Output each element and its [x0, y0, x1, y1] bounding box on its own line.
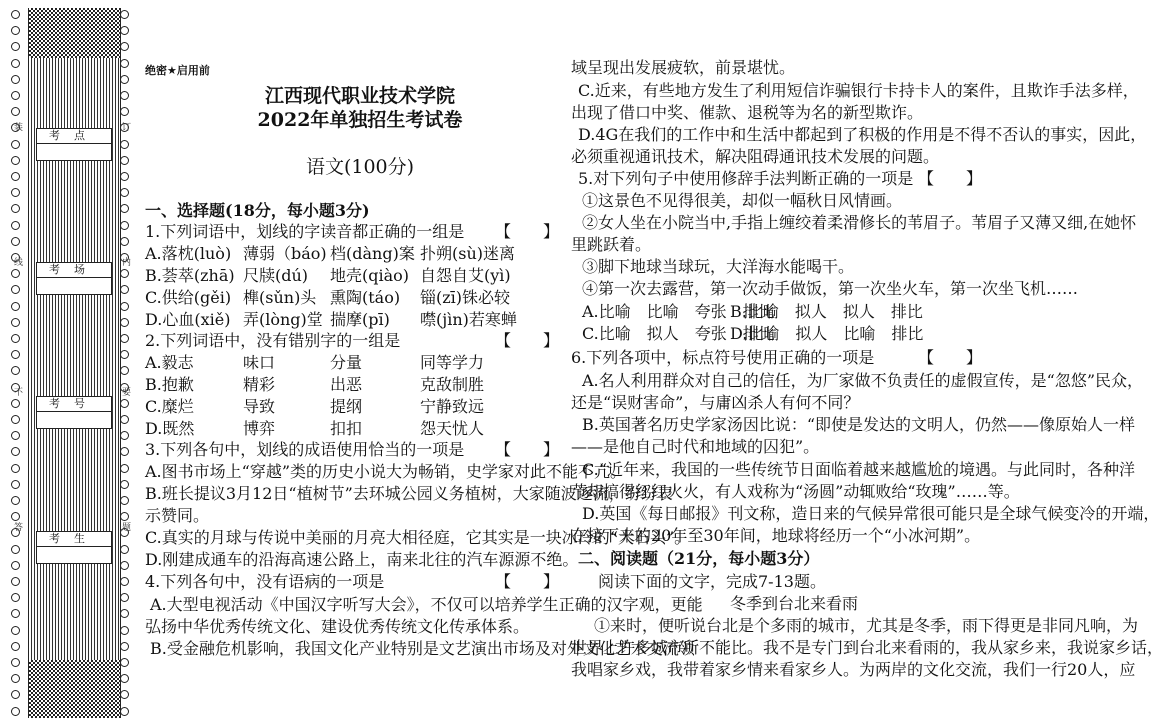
box-label: 考生	[37, 532, 111, 547]
exam-site-box[interactable]	[36, 128, 112, 161]
punch-hole	[11, 561, 20, 570]
option-cell: 锱(zī)铢必较	[420, 288, 511, 307]
punch-hole	[11, 204, 20, 213]
punch-hole	[120, 447, 129, 456]
punch-hole	[120, 350, 129, 359]
answer-bracket[interactable]: 【 】	[495, 331, 560, 350]
option-cell: 出恶	[330, 375, 363, 394]
punch-hole	[120, 674, 129, 683]
box-blank[interactable]	[37, 547, 111, 563]
option-cell: 揣摩(pī)	[330, 310, 390, 329]
confidential-mark: 绝密★启用前	[145, 64, 210, 77]
option-b[interactable]: B.比喻 拟人 拟人 排比	[730, 302, 923, 321]
option-line: 示赞同。	[145, 506, 210, 525]
punch-hole	[11, 221, 20, 230]
punch-hole	[120, 140, 129, 149]
punch-hole	[11, 366, 20, 375]
punch-hole	[120, 431, 129, 440]
option-line: ——是他自己时代和地域的囚犯”。	[571, 437, 820, 456]
option-line: B.英国著名历史学家汤因比说：“即使是发达的文明人，仍然——像原始人一样	[582, 415, 1136, 434]
box-blank[interactable]	[37, 278, 111, 294]
punch-hole	[11, 480, 20, 489]
subject-title: 语文(100分)	[305, 156, 415, 178]
section-title: 二、阅读题（21分，每小题3分）	[578, 549, 820, 568]
exam-room-box[interactable]	[36, 262, 112, 295]
punch-hole	[11, 237, 20, 246]
reading-intro: 阅读下面的文字，完成7-13题。	[598, 572, 826, 591]
binding-side-char: 不	[14, 388, 24, 398]
option-cell: 地壳(qiào)	[330, 266, 410, 285]
binding-side-char: 答	[14, 523, 24, 533]
box-label: 考场	[37, 263, 111, 278]
option-cell[interactable]: C.糜烂	[145, 397, 194, 416]
question-stem: 3.下列各句中，划线的成语使用恰当的一项是	[145, 440, 465, 459]
punch-hole	[11, 285, 20, 294]
option-line: 弘扬中华优秀传统文化、建设优秀传统文化传承体系。	[145, 617, 530, 636]
punch-hole	[120, 334, 129, 343]
punch-hole	[11, 269, 20, 278]
punch-hole	[11, 545, 20, 554]
article-line: 世界上许多城市所不能比。我不是专门到台北来看雨的，我从家乡来，我说家乡话，	[571, 638, 1163, 657]
punch-hole	[120, 399, 129, 408]
question-stem: 1.下列词语中，划线的字读音都正确的一组是	[145, 222, 465, 241]
option-cell: 分量	[330, 353, 363, 372]
punch-hole	[120, 642, 129, 651]
binding-side-char: 装	[14, 123, 24, 133]
binding-pattern-top	[28, 8, 121, 58]
punch-hole	[11, 415, 20, 424]
option-cell: 扑朔(sù)迷离	[420, 244, 516, 263]
binding-side-char: 订	[122, 123, 132, 133]
option-cell[interactable]: A.落枕(luò)	[145, 244, 232, 263]
punch-hole	[120, 237, 129, 246]
option-cell: 博弈	[243, 419, 276, 438]
section-title: 一、选择题(18分，每小题3分)	[145, 201, 370, 220]
punch-hole	[11, 626, 20, 635]
exam-number-box[interactable]	[36, 396, 112, 429]
punch-hole	[120, 10, 129, 19]
punch-hole	[11, 140, 20, 149]
option-cell[interactable]: D.心血(xiě)	[145, 310, 231, 329]
punch-hole	[120, 26, 129, 35]
option-d[interactable]: D.比喻 拟人 比喻 排比	[730, 324, 924, 343]
punch-hole	[11, 496, 20, 505]
examinee-box[interactable]	[36, 531, 112, 564]
punch-hole	[120, 609, 129, 618]
punch-hole	[120, 658, 129, 667]
option-cell: 自怨自艾(yì)	[420, 266, 511, 285]
option-cell: 榫(sǔn)头	[243, 288, 317, 307]
punch-hole	[11, 399, 20, 408]
punch-hole	[120, 269, 129, 278]
option-cell: 噤(jìn)若寒蝉	[420, 310, 517, 329]
punch-hole	[11, 447, 20, 456]
punch-hole	[120, 75, 129, 84]
punch-hole	[11, 172, 20, 181]
question-stem: 5.对下列句子中使用修辞手法判断正确的一项是	[578, 169, 914, 188]
punch-hole	[11, 156, 20, 165]
option-line: 必须重视通讯技术，解决阻碍通讯技术发展的问题。	[571, 147, 940, 166]
answer-bracket[interactable]: 【 】	[918, 348, 983, 367]
punch-hole	[120, 707, 129, 716]
punch-hole	[11, 674, 20, 683]
box-label: 考号	[37, 397, 111, 412]
option-c[interactable]: C.比喻 拟人 夸张 排比	[582, 324, 775, 343]
sentence-line: ④第一次去露营，第一次动手做饭，第一次坐火车，第一次坐飞机……	[582, 279, 1079, 298]
answer-bracket[interactable]: 【 】	[495, 222, 560, 241]
punch-hole	[120, 415, 129, 424]
punch-hole	[120, 366, 129, 375]
sentence-line: ②女人坐在小院当中,手指上缠绞着柔滑修长的苇眉子。苇眉子又薄又细,在她怀	[582, 213, 1137, 232]
article-line: ①来时，便听说台北是个多雨的城市，尤其是冬季，雨下得更是非同凡响，为	[594, 616, 1139, 635]
option-line: C.“近年来，我国的一些传统节日面临着越来越尴尬的境遇。与此同时，各种洋	[582, 460, 1135, 479]
punch-hole	[120, 91, 129, 100]
option-line: A.大型电视活动《中国汉字听写大会》，不仅可以培养学生正确的汉字观，更能	[150, 595, 703, 614]
exam-title: 2022年单独招生考试卷	[257, 109, 463, 131]
punch-hole	[120, 188, 129, 197]
punch-hole	[11, 577, 20, 586]
punch-hole	[120, 577, 129, 586]
answer-bracket[interactable]: 【 】	[495, 572, 560, 591]
box-label: 考点	[37, 129, 111, 144]
option-line: 在接下来的20年至30年间，地球将经历一个“小冰河期”。	[571, 526, 981, 545]
binding-side-char: 题	[122, 523, 132, 533]
punch-hole	[11, 42, 20, 51]
sentence-line: ③脚下地球当球玩，大洋海水能喝干。	[582, 257, 855, 276]
option-line: A.名人利用群众对自己的信任，为厂家做不负责任的虚假宣传，是“忽悠”民众，	[582, 371, 1144, 390]
punch-hole	[11, 107, 20, 116]
option-cell: 同等学力	[420, 353, 485, 372]
option-cell: 怨天忧人	[420, 419, 485, 438]
binding-side-char: 内	[122, 258, 132, 268]
punch-hole	[120, 480, 129, 489]
option-cell: 精彩	[243, 375, 276, 394]
punch-hole	[120, 172, 129, 181]
option-line: C.近来，有些地方发生了利用短信诈骗银行卡持卡人的案件，且欺诈手法多样，	[578, 81, 1139, 100]
option-line: D.刚建成通车的沿海高速公路上，南来北往的汽车源源不绝。	[145, 550, 579, 569]
option-cell[interactable]: B.荟萃(zhā)	[145, 266, 235, 285]
punch-hole	[120, 156, 129, 165]
option-cell: 克敌制胜	[420, 375, 485, 394]
option-cell[interactable]: D.既然	[145, 419, 195, 438]
sentence-line: 里跳跃着。	[571, 235, 652, 254]
punch-hole	[120, 285, 129, 294]
punch-hole	[120, 626, 129, 635]
punch-holes-left	[10, 0, 22, 723]
punch-hole	[11, 318, 20, 327]
punch-hole	[120, 690, 129, 699]
punch-hole	[11, 350, 20, 359]
article-line: 我唱家乡戏，我带着家乡情来看家乡人。为两岸的文化交流，我们一行20人，应	[571, 660, 1136, 679]
option-line: 出现了借口中奖、催款、退税等为名的新型欺诈。	[571, 103, 924, 122]
answer-bracket[interactable]: 【 】	[918, 169, 983, 188]
option-line: A.图书市场上“穿越”类的历史小说大为畅销，史学家对此不能不亢。	[145, 462, 627, 481]
option-a[interactable]: A.比喻 比喻 夸张 排比	[582, 302, 775, 321]
punch-hole	[11, 609, 20, 618]
question-stem: 2.下列词语中，没有错别字的一组是	[145, 331, 401, 350]
option-cell: 味口	[243, 353, 276, 372]
punch-hole	[120, 561, 129, 570]
article-title: 冬季到台北来看雨	[730, 594, 859, 613]
option-cell: 提纲	[330, 397, 363, 416]
punch-hole	[11, 91, 20, 100]
punch-hole	[11, 464, 20, 473]
option-line: 还是“误财害命”，与庸凶杀人有何不同？	[571, 393, 860, 412]
punch-hole	[120, 204, 129, 213]
option-cell: 宁静致远	[420, 397, 485, 416]
sentence-line: ①这景色不见得很美，却似一幅秋日风情画。	[582, 191, 903, 210]
binding-strip	[0, 0, 135, 723]
school-name: 江西现代职业技术学院	[264, 85, 455, 107]
option-cell: 熏陶(táo)	[330, 288, 401, 307]
option-line: D.英国《每日邮报》刊文称，造日来的气候异常很可能只是全球气候变冷的开端，	[582, 504, 1160, 523]
punch-hole	[11, 59, 20, 68]
punch-hole	[11, 75, 20, 84]
punch-hole	[11, 690, 20, 699]
punch-hole	[120, 59, 129, 68]
question-stem: 4.下列各句中，没有语病的一项是	[145, 572, 385, 591]
option-cell[interactable]: A.毅志	[145, 353, 194, 372]
punch-hole	[120, 496, 129, 505]
punch-hole	[11, 593, 20, 602]
punch-hole	[11, 431, 20, 440]
punch-hole	[11, 658, 20, 667]
option-line: D.4G在我们的工作中和生活中都起到了积极的作用是不得不否认的事实，因此，	[578, 125, 1147, 144]
punch-hole	[120, 464, 129, 473]
box-blank[interactable]	[37, 412, 111, 428]
punch-hole	[120, 42, 129, 51]
binding-side-char: 线	[14, 258, 24, 268]
box-blank[interactable]	[37, 144, 111, 160]
punch-hole	[120, 593, 129, 602]
option-cell: 薄弱（báo)	[243, 244, 327, 263]
punch-hole	[120, 545, 129, 554]
option-cell: 弄(lòng)堂	[243, 310, 323, 329]
question-stem: 6.下列各项中，标点符号使用正确的一项是	[571, 348, 875, 367]
punch-hole	[11, 10, 20, 19]
punch-hole	[11, 26, 20, 35]
punch-hole	[11, 334, 20, 343]
punch-hole	[11, 642, 20, 651]
punch-hole	[120, 107, 129, 116]
punch-hole	[11, 707, 20, 716]
binding-side-char: 要	[122, 388, 132, 398]
option-cell: 导致	[243, 397, 276, 416]
option-line: B.班长提议3月12日“植树节”去环城公园义务植树，大家随波逐流，纷纷表	[145, 484, 673, 503]
punch-hole	[120, 221, 129, 230]
punch-hole	[120, 302, 129, 311]
option-cell: 扣扣	[330, 419, 363, 438]
option-cell[interactable]: B.抱歉	[145, 375, 194, 394]
option-line: C.真实的月球与传说中美丽的月亮大相径庭，它其实是一块冰冷的“大石头”。	[145, 528, 691, 547]
answer-bracket[interactable]: 【 】	[495, 440, 560, 459]
binding-pattern-bottom	[28, 660, 121, 718]
option-cell: 尺牍(dú)	[243, 266, 309, 285]
option-line: 节却搞得红红火火，有人戏称为“汤圆”动辄败给“玫瑰”……等。	[571, 482, 1020, 501]
continued-line: 域呈现出发展疲软，前景堪忧。	[571, 58, 796, 77]
punch-hole	[120, 318, 129, 327]
punch-hole	[11, 302, 20, 311]
option-line: B.受金融危机影响，我国文化产业特别是文艺演出市场及对外文化艺术交流领	[150, 639, 695, 658]
option-cell: 档(dàng)案	[330, 244, 415, 263]
punch-hole	[11, 188, 20, 197]
option-cell[interactable]: C.供给(gěi)	[145, 288, 232, 307]
